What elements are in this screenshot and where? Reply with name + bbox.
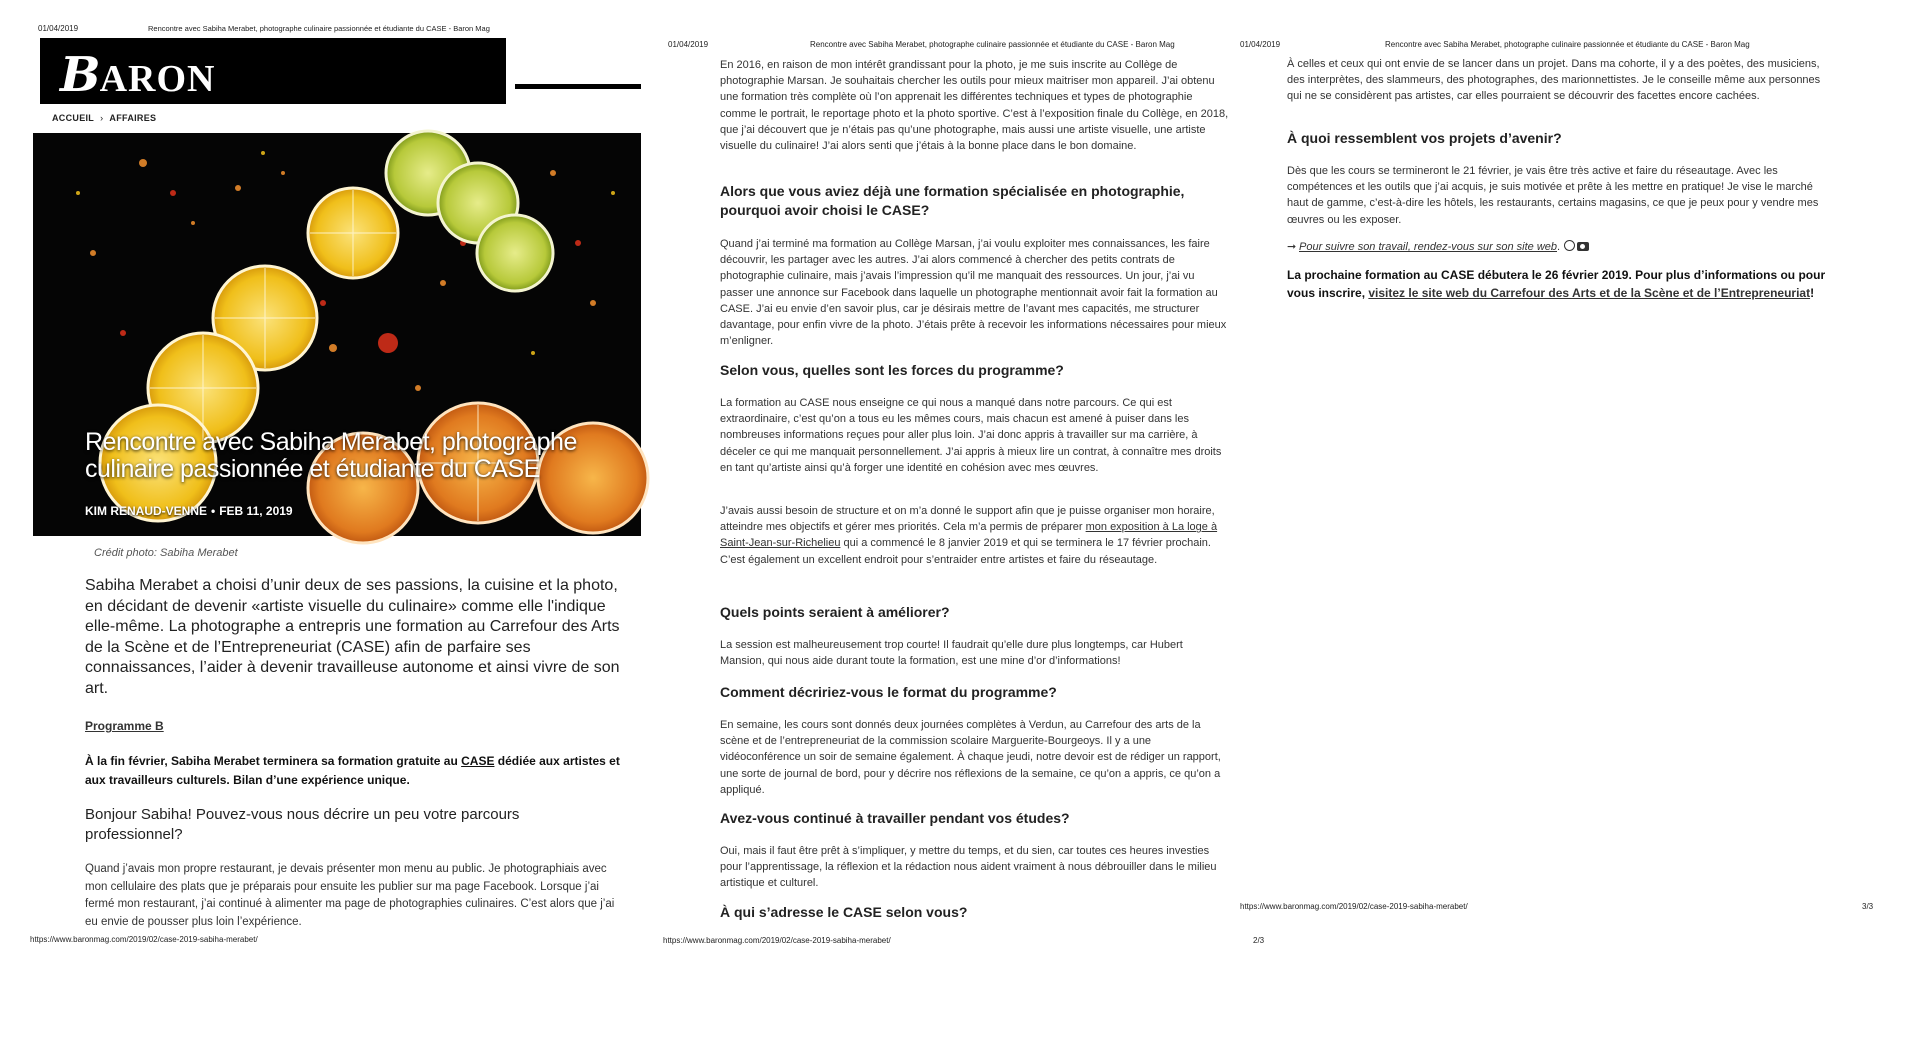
answer-ameliorer: La session est malheureusement trop courte! Il faudrait qu’elle dure plus longtemps, car Hubert Mansion, qui nous aide durant toute la formation, est une mine d’or d’informations! [720,639,1183,668]
round-icon [1564,240,1575,251]
breadcrumb-section[interactable]: AFFAIRES [109,113,157,123]
answer-forces: La formation au CASE nous enseigne ce qui nous a manqué dans notre parcours. Ce qui est extraordinaire, c’est qu’on a tous eu les mêmes cours, mais chacun est amené à puiser dans les nombreuses informations reçues pour aller plus loin. J’ai donc appris à travailler sur ma carrière, à déceler ce qui me manquait personnellement. J’ai appris à mieux lire un contrat, à connaître mes droits en tant qu’artiste ainsi qu’à forger une identité en cohésion avec mes œuvres. [720,397,1222,474]
print-url: https://www.baronmag.com/2019/02/case-2019-sabiha-merabet/ [1240,902,1468,911]
print-page-2 [663,0,1265,1040]
answer-forces-2: J’avais aussi besoin de structure et on m’a donné le support afin que je puisse organiser mon horaire, atteindre mes objectifs et gérer mes priorités. Cela m’a permis de préparer mon exposition à La loge à Saint-Jean-sur-Richelieu qui a commencé le 8 janvier 2019 et qui se terminera le 17 février prochain. C’est également un excellent endroit pour s’entraider entre artistes et faire du réseautage. [720,505,1218,566]
site-logo[interactable]: BARON [60,47,216,103]
print-date: 01/04/2019 [1240,40,1281,49]
camera-icon [1577,242,1589,251]
question-format: Comment décririez-vous le format du programme? [720,684,1057,700]
print-doc-title: Rencontre avec Sabiha Merabet, photographe culinaire passionnée et étudiante du CASE - Baron Mag [810,40,1175,49]
masthead-rule [515,84,641,89]
answer-format: En semaine, les cours sont donnés deux journées complètes à Verdun, au Carrefour des arts de la scène et de l’entrepreneuriat de la commission scolaire Marguerite-Bourgeoys. Il y a une vidéoconférence un soir de semaine également. À chaque jeudi, notre devoir est de rédiger un rapport, une sorte de journal de bord, pour y décrire nos réflexions de la semaine, ce qu’on a appris, ce qu’on a appliqué. [720,719,1221,796]
breadcrumb [52,113,156,123]
print-doc-title: Rencontre avec Sabiha Merabet, photographe culinaire passionnée et étudiante du CASE - Baron Mag [1385,40,1750,49]
next-session-note: La prochaine formation au CASE débutera le 26 février 2019. Pour plus d’informations ou pour vous inscrire, visitez le site web du Carrefour des Arts et de la Scène et de l’Entrepreneuriat! [1287,268,1826,300]
print-date: 01/04/2019 [668,40,709,49]
exposition-link[interactable]: mon exposition à La loge à Saint-Jean-sur-Richelieu [720,521,1218,550]
answer-avenir: Dès que les cours se termineront le 21 février, je vais être très active et faire du réseautage. Avec les compétences et les outils que j’ai acquis, je suis motivée et prête à les mettre en pratique! Je vise le marché haut de gamme, c’est-à-dire les hôtels, les restaurants, certains magasins, ce que je peux pour y vendre mes œuvres ou les exposer. [1287,165,1819,226]
article-title: Rencontre avec Sabiha Merabet, photographe culinaire passionnée et étudiante du CASE [85,428,577,483]
question-travailler: Avez-vous continué à travailler pendant vos études? [720,810,1070,826]
breadcrumb-home[interactable]: ACCUEIL [52,113,95,123]
hero-image [33,133,641,536]
site-web-link[interactable]: Pour suivre son travail, rendez-vous sur son site web [1299,241,1558,253]
author-name[interactable]: KIM RENAUD-VENNE [85,504,208,518]
print-page-3 [1235,0,1920,1040]
byline-separator: • [211,504,216,518]
print-page-number: 3/3 [1862,902,1874,911]
article-lead: Sabiha Merabet a choisi d’unir deux de ses passions, la cuisine et la photo, en décidant de devenir «artiste visuelle du culinaire» comme elle l'indique elle-même. La photographe a entrepris une formation au Carrefour des Arts de la Scène et de l’Entrepreneuriat (CASE) afin de parfaire ses connaissances, l’aider à devenir travailleuse autonome et ainsi vivre de son art. [85,577,620,697]
print-doc-title: Rencontre avec Sabiha Merabet, photographe culinaire passionnée et étudiante du CASE - Baron Mag [148,24,490,33]
print-date: 01/04/2019 [38,24,79,33]
arrow-right-icon: ➞ [1287,241,1297,253]
programme-b-link[interactable]: Programme B [85,719,164,733]
answer-travailler: Oui, mais il faut être prêt à s’impliquer, y mettre du temps, et du sien, car toutes ces heures investies pour l’apprentissage, la réflexion et la rédaction nous aident vraiment à nous débrouiller dans le milieu artistique et culturel. [720,845,1217,890]
chevron-right-icon: › [100,113,104,123]
answer-parcours: Quand j’avais mon propre restaurant, je devais présenter mon menu au public. Je photographiais avec mon cellulaire des plats que je préparais pour ensuite les publier sur ma page Facebook. Lorsque j’ai fermé mon restaurant, j’ai continué à alimenter ma page de photographies culinaires. C’est alors que j’ai eu envie de pousser plus loin l’expérience. [85,863,615,928]
question-avenir: À quoi ressemblent vos projets d’avenir? [1287,130,1562,146]
question-forces: Selon vous, quelles sont les forces du programme? [720,362,1064,378]
article-byline [85,504,293,518]
carrefour-link[interactable]: visitez le site web du Carrefour des Arts et de la Scène et de l’Entrepreneuriat [1368,286,1811,300]
question-ameliorer: Quels points seraient à améliorer? [720,604,950,620]
question-why-case: Alors que vous aviez déjà une formation spécialisée en photographie, pourquoi avoir choisi le CASE? [720,183,1185,218]
print-page-number: 2/3 [1253,936,1265,945]
question-qui: À qui s’adresse le CASE selon vous? [720,904,968,920]
answer-qui: À celles et ceux qui ont envie de se lancer dans un projet. Dans ma cohorte, il y a des poètes, des musiciens, des interprètes, des slammeurs, des photographes, des marionnettistes. Je le conseille même aux personnes qui ne se considèrent pas artistes, car elles pourraient se découvrir des facettes encore cachées. [1287,58,1821,103]
answer-why-case: Quand j’ai terminé ma formation au Collège Marsan, j’ai voulu exploiter mes connaissances, les faire découvrir, les partager avec les autres. J’ai alors commencé à chercher des petits contrats de photographie culinaire, mais j’avais l’impression qu’il me manquait des ressources. Un jour, j’ai vu passer une annonce sur Facebook dans laquelle un photographe mentionnait avoir fait la formation au CASE. J’ai eu envie d’en savoir plus, car je désirais mettre de l’avant mes capacités, me structurer davantage, pour enfin vivre de la photo. J’étais prête à recevoir les informations nécessaires pour mieux m’enligner. [720,238,1227,348]
photo-credit: Crédit photo: Sabiha Merabet [94,547,238,559]
print-page-1 [0,0,665,1040]
case-link[interactable]: CASE [461,754,495,768]
question-parcours: Bonjour Sabiha! Pouvez-vous nous décrire un peu votre parcours professionnel? [85,806,520,843]
print-url: https://www.baronmag.com/2019/02/case-2019-sabiha-merabet/ [30,935,258,944]
site-masthead [40,38,506,104]
follow-line: ➞ Pour suivre son travail, rendez-vous sur son site web. [1287,239,1827,255]
print-url: https://www.baronmag.com/2019/02/case-2019-sabiha-merabet/ [663,936,891,945]
publish-date: FEB 11, 2019 [219,504,293,518]
answer-parcours-cont: En 2016, en raison de mon intérêt grandissant pour la photo, je me suis inscrite au Collège de photographie Marsan. Je souhaitais chercher les outils pour mieux maitriser mon appareil. J’ai obtenu une formation très complète où l’on apprenait les différentes techniques et types de photographie comme le portrait, le reportage photo et la photo sportive. C’est à l’exposition finale du Collège, en 2018, que j’ai découvert que je n’étais pas qu’une photographe, mais aussi une artiste visuelle, une artiste visuelle du culinaire! J’ai alors senti que j’étais à la bonne place dans le bon domaine. [720,59,1229,153]
intro-summary: À la fin février, Sabiha Merabet terminera sa formation gratuite au CASE dédiée aux artistes et aux travailleurs culturels. Bilan d’une expérience unique. [85,754,620,787]
